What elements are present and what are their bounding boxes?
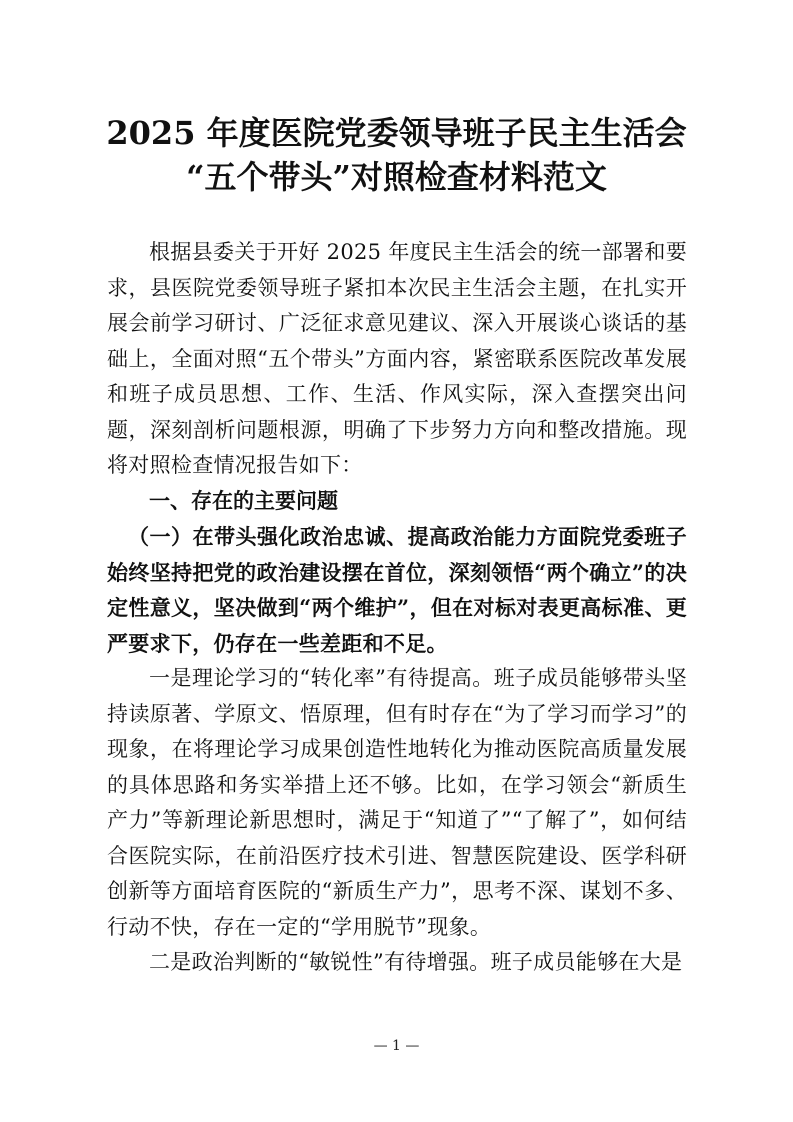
document-title-line1: 2025 年度医院党委领导班子民主生活会 <box>106 114 687 152</box>
document-title-line2: “五个带头”对照检查材料范文 <box>186 158 607 196</box>
subsection-political-loyalty: （一）在带头强化政治忠诚、提高政治能力方面院党委班子始终坚持把党的政治建设摆在首位，深刻领悟“两个确立”的决定性意义，坚决做到“两个维护”，但在对标对表更高标准、更严要求下，仍存在一些差距和不足。 <box>107 524 687 656</box>
point-political-judgment: 二是政治判断的“敏锐性”有待增强。班子成员能够在大是 <box>149 950 683 974</box>
document-body <box>107 235 687 981</box>
intro-paragraph: 根据县委关于开好 2025 年度民主生活会的统一部署和要求，县医院党委领导班子紧扣本次民主生活会主题，在扎实开展会前学习研讨、广泛征求意见建议、深入开展谈心谈话的基础上，全面对照“五个带头”方面内容，紧密联系医院改革发展和班子成员思想、工作、生活、作风实际，深入查摆突出问题，深刻剖析问题根源，明确了下步努力方向和整改措施。现将对照检查情况报告如下： <box>107 240 687 477</box>
page-number: — 1 — <box>373 1038 420 1054</box>
section-heading-problems: 一、存在的主要问题 <box>149 488 338 513</box>
point-theory-study: 一是理论学习的“转化率”有待提高。班子成员能够带头坚持读原著、学原文、悟原理，但有时存在“为了学习而学习”的现象，在将理论学习成果创造性地转化为推动医院高质量发展的具体思路和务实举措上还不够。比如，在学习领会“新质生产力”等新理论新思想时，满足于“知道了”“了解了”，如何结合医院实际，在前沿医疗技术引进、智慧医院建设、医学科研创新等方面培育医院的“新质生产力”，思考不深、谋划不多、行动不快，存在一定的“学用脱节”现象。 <box>107 666 687 939</box>
